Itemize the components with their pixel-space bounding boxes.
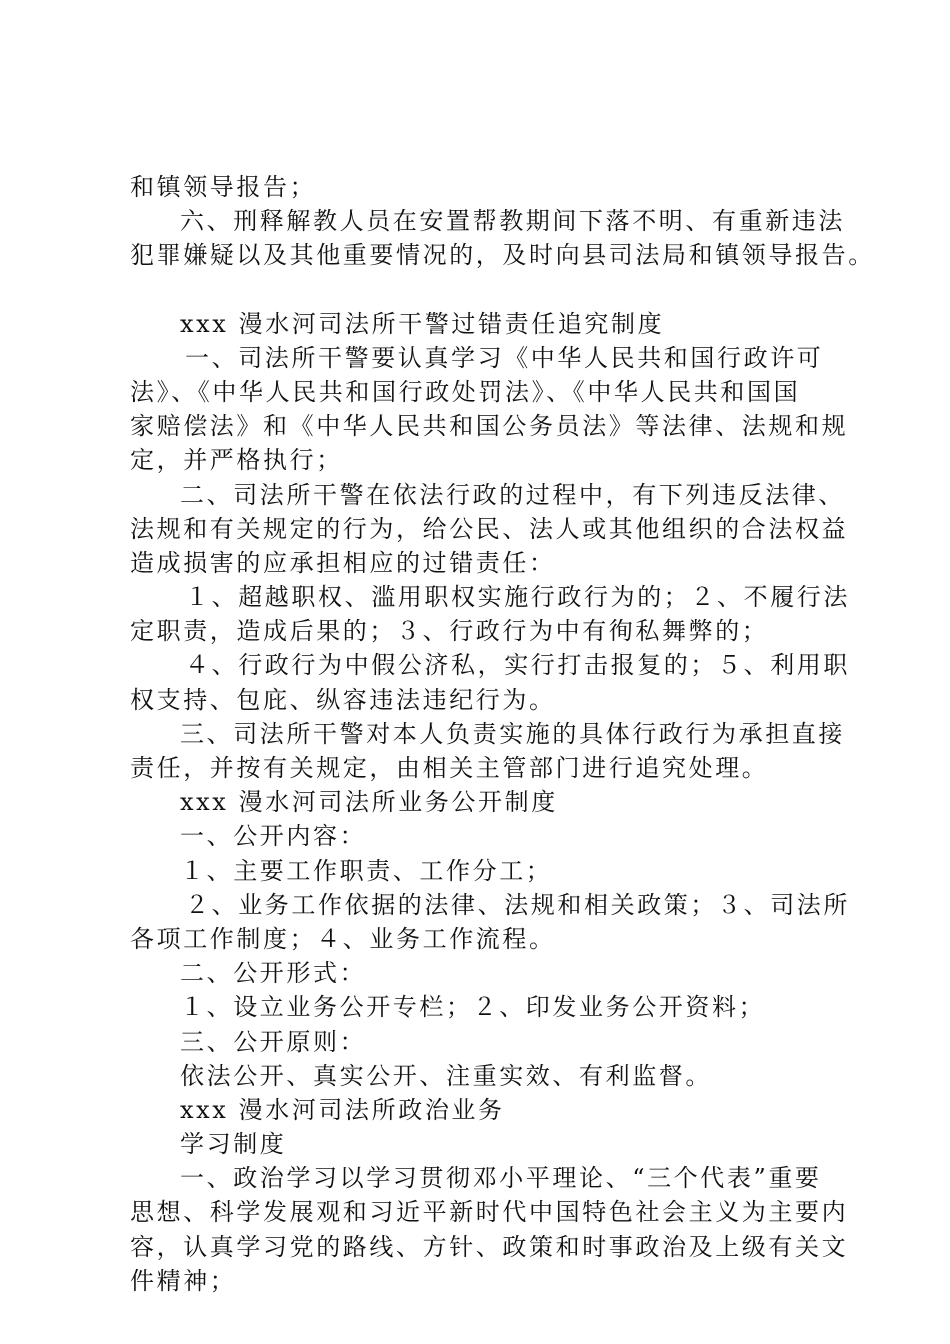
text-line: 三、司法所干警对本人负责实施的具体行政行为承担直接	[180, 719, 845, 748]
text-line: ４、行政行为中假公济私，实行打击报复的；５、利用职	[185, 651, 850, 680]
text-line: 一、公开内容：	[180, 822, 367, 851]
text-line: 和镇领导报告；	[130, 173, 317, 201]
text-line: 法规和有关规定的行为，给公民、法人或其他组织的合法权益	[130, 514, 849, 543]
text-line: 责任，并按有关规定，由相关主管部门进行追究处理。	[130, 754, 769, 782]
section-heading: xxx 漫水河司法所政治业务	[180, 1095, 505, 1124]
text-line: １、设立业务公开专栏；２、印发业务公开资料；	[180, 993, 766, 1022]
text-line: 二、公开形式：	[180, 959, 367, 988]
text-line: 二、司法所干警在依法行政的过程中，有下列违反法律、	[180, 480, 845, 509]
document-body	[130, 170, 875, 1298]
text-line: 六、刑释解教人员在安置帮教期间下落不明、有重新违法	[180, 207, 845, 236]
section-heading: 学习制度	[180, 1130, 287, 1159]
text-line: 一、政治学习以学习贯彻邓小平理论、“三个代表”重要	[180, 1164, 822, 1193]
text-line: 各项工作制度；４、业务工作流程。	[130, 924, 556, 953]
text-line: ２、业务工作依据的法律、法规和相关政策；３、司法所	[185, 890, 850, 919]
text-line: 三、公开原则：	[180, 1027, 367, 1056]
text-line: 定，并严格执行；	[130, 446, 343, 475]
paragraph-gap	[130, 273, 845, 307]
text-line: 法》、《中华人民共和国行政处罚法》、《中华人民共和国国	[130, 377, 801, 406]
section-heading: xxx 漫水河司法所业务公开制度	[180, 788, 558, 817]
text-line: 思想、科学发展观和习近平新时代中国特色社会主义为主要内	[130, 1198, 849, 1227]
text-line: 权支持、包庇、纵容违法违纪行为。	[130, 685, 556, 714]
text-line: 容，认真学习党的路线、方针、政策和时事政治及上级有关文	[130, 1232, 849, 1261]
text-line: 依法公开、真实公开、注重实效、有利监督。	[180, 1061, 712, 1090]
text-line: 造成损害的应承担相应的过错责任：	[130, 548, 556, 577]
text-line: 犯罪嫌疑以及其他重要情况的，及时向县司法局和镇领导报告。	[130, 241, 875, 270]
text-line: 家赔偿法》和《中华人民共和国公务员法》等法律、法规和规	[130, 412, 849, 441]
text-line: 定职责，造成后果的；３、行政行为中有徇私舞弊的；	[130, 617, 769, 646]
text-line: １、超越职权、滥用职权实施行政行为的；２、不履行法	[185, 583, 850, 612]
text-line: １、主要工作职责、工作分工；	[180, 856, 553, 885]
text-line: 一、司法所干警要认真学习《中华人民共和国行政许可	[185, 343, 824, 372]
section-heading: xxx 漫水河司法所干警过错责任追究制度	[180, 309, 665, 338]
text-line: 件精神；	[130, 1266, 237, 1295]
